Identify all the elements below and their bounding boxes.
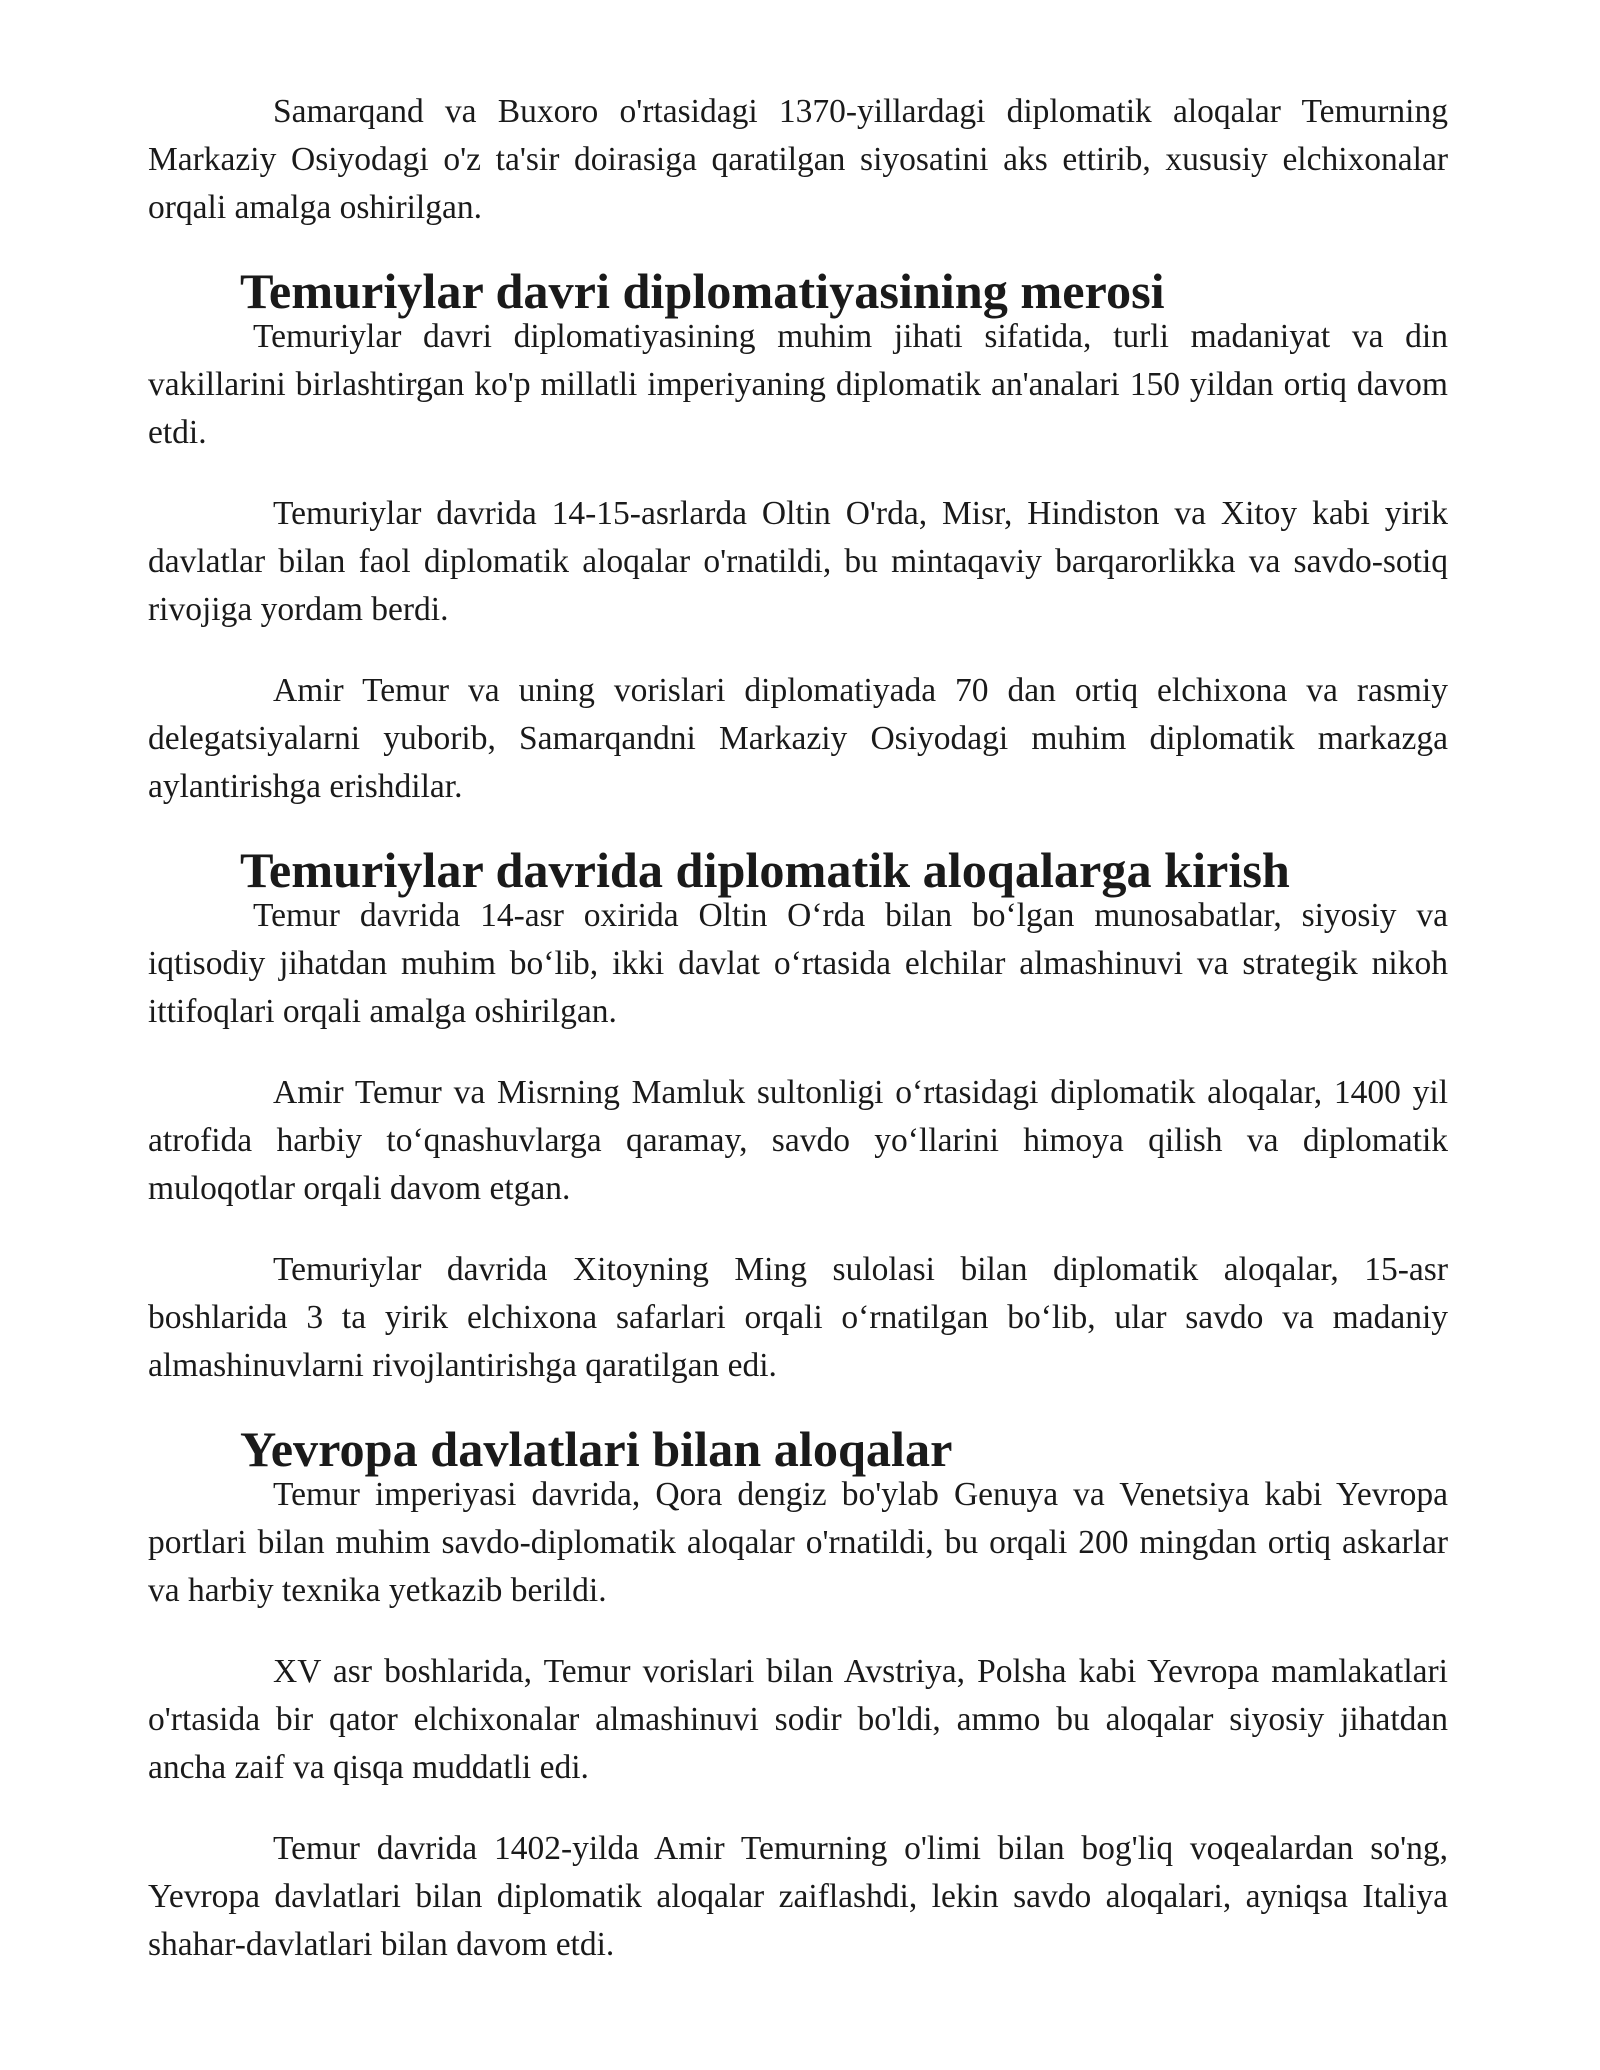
paragraph: Amir Temur va Misrning Mamluk sultonligi o‘rtasidagi diplomatik aloqalar, 1400 yil atrofida harbiy to‘qnashuvlarga qaramay, savdo yo‘llarini himoya qilish va diplomatik muloqotlar orqali davom etgan. bbox=[148, 1074, 1448, 1207]
paragraph-intro: Samarqand va Buxoro o'rtasidagi 1370-yillardagi diplomatik aloqalar Temurning Markaziy Osiyodagi o'z ta'sir doirasiga qaratilgan siyosatini aks ettirib, xususiy elchixonalar orqali amalga oshirilgan. bbox=[148, 93, 1448, 226]
paragraph: Temuriylar davrida Xitoyning Ming sulolasi bilan diplomatik aloqalar, 15-asr boshlarida 3 ta yirik elchixona safarlari orqali o‘rnatilgan bo‘lib, ular savdo va madaniy almashinuvlarni rivojlantirishga qaratilgan edi. bbox=[148, 1251, 1448, 1384]
document-page bbox=[148, 88, 1448, 1969]
section-heading-kirish: Temuriylar davrida diplomatik aloqalarga kirish bbox=[240, 842, 1290, 898]
paragraph: XV asr boshlarida, Temur vorislari bilan Avstriya, Polsha kabi Yevropa mamlakatlari o'rtasida bir qator elchixonalar almashinuvi sodir bo'ldi, ammo bu aloqalar siyosiy jihatdan ancha zaif va qisqa muddatli edi. bbox=[148, 1653, 1448, 1786]
paragraph: Amir Temur va uning vorislari diplomatiyada 70 dan ortiq elchixona va rasmiy delegatsiyalarni yuborib, Samarqandni Markaziy Osiyodagi muhim diplomatik markazga aylantirishga erishdilar. bbox=[148, 672, 1448, 805]
paragraph: Temuriylar davri diplomatiyasining muhim jihati sifatida, turli madaniyat va din vakillarini birlashtirgan ko'p millatli imperiyaning diplomatik an'analari 150 yildan ortiq davom etdi. bbox=[148, 318, 1448, 451]
paragraph: Temur imperiyasi davrida, Qora dengiz bo'ylab Genuya va Venetsiya kabi Yevropa portlari bilan muhim savdo-diplomatik aloqalar o'rnatildi, bu orqali 200 mingdan ortiq askarlar va harbiy texnika yetkazib berildi. bbox=[148, 1476, 1448, 1609]
section-heading-merosi: Temuriylar davri diplomatiyasining merosi bbox=[240, 263, 1165, 319]
paragraph: Temur davrida 14-asr oxirida Oltin O‘rda bilan bo‘lgan munosabatlar, siyosiy va iqtisodiy jihatdan muhim bo‘lib, ikki davlat o‘rtasida elchilar almashinuvi va strategik nikoh ittifoqlari orqali amalga oshirilgan. bbox=[148, 897, 1448, 1030]
paragraph: Temuriylar davrida 14-15-asrlarda Oltin O'rda, Misr, Hindiston va Xitoy kabi yirik davlatlar bilan faol diplomatik aloqalar o'rnatildi, bu mintaqaviy barqarorlikka va savdo-sotiq rivojiga yordam berdi. bbox=[148, 495, 1448, 628]
section-heading-yevropa: Yevropa davlatlari bilan aloqalar bbox=[240, 1421, 953, 1477]
paragraph: Temur davrida 1402-yilda Amir Temurning o'limi bilan bog'liq voqealardan so'ng, Yevropa davlatlari bilan diplomatik aloqalar zaiflashdi, lekin savdo aloqalari, ayniqsa Italiya shahar-davlatlari bilan davom etdi. bbox=[148, 1830, 1448, 1963]
